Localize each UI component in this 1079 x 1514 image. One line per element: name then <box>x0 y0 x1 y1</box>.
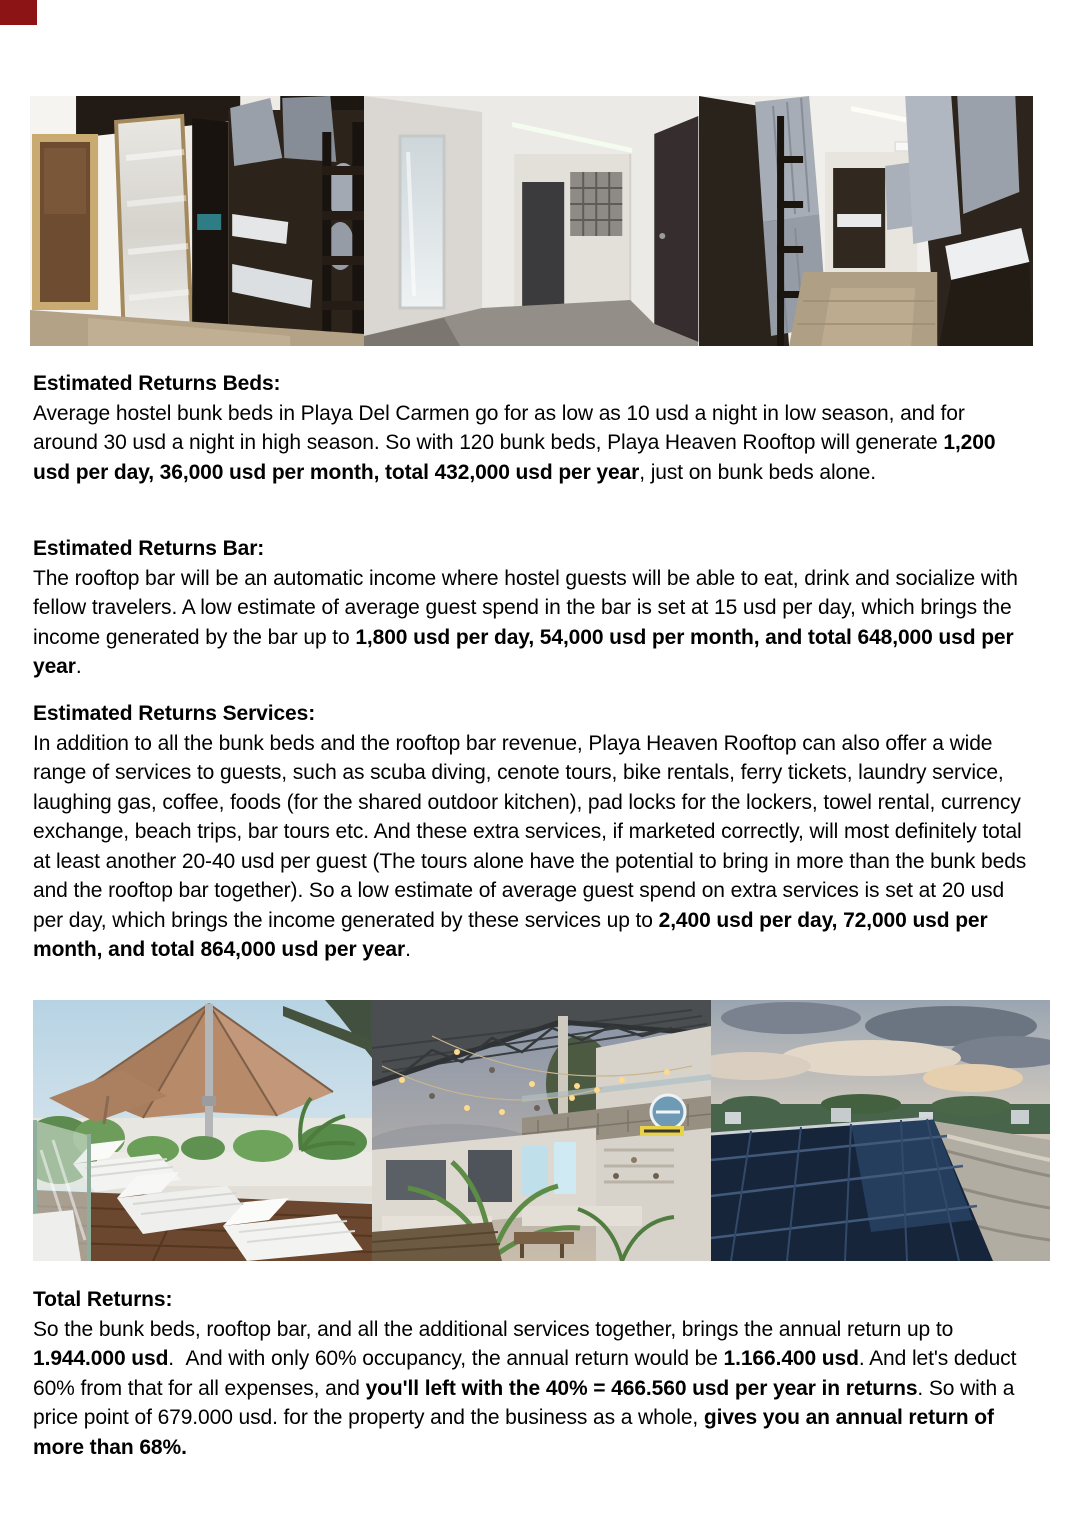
photo-dorm-grey-curtains <box>699 96 1033 346</box>
photo-strip-bottom <box>33 1000 1050 1261</box>
section-total-returns <box>33 1285 1035 1462</box>
text-run: . And let's deduct 60% from that for all expenses, and <box>33 1347 1017 1400</box>
text-run-bold: 1.166.400 usd <box>723 1347 859 1370</box>
text-run: , just on bunk beds alone. <box>639 460 876 484</box>
text-run-bold: 1,200 usd per day, 36,000 usd per month, total 432,000 usd per year <box>33 431 996 484</box>
text-run: Average hostel bunk beds in Playa Del Carmen go for as low as 10 usd a night in low season, and for around 30 usd a night in high season. So with 120 bunk beds, Playa Heaven Rooftop will generate <box>33 401 965 454</box>
text-run: . And with only 60% occupancy, the annual return would be <box>168 1347 724 1370</box>
text-run-bold: 1,800 usd per day, 54,000 usd per month, and total 648,000 usd per year <box>33 625 1014 678</box>
total-heading: Total Returns: <box>33 1288 173 1311</box>
text-run: So the bunk beds, rooftop bar, and all the additional services together, brings the annual return up to <box>33 1317 954 1341</box>
total-paragraph <box>33 1315 1035 1463</box>
photo-rooftop-terrace <box>33 1000 372 1261</box>
text-run: . So with a price point of 679.000 usd. for the property and the business as a whole, <box>33 1376 1015 1429</box>
photo-solar-panels <box>711 1000 1050 1261</box>
photo-hallway <box>364 96 698 346</box>
photo-strip-top <box>30 96 1033 346</box>
text-run-bold: 1.944.000 usd <box>33 1347 169 1370</box>
text-run: . <box>75 655 82 678</box>
photo-dorm-glass-door <box>30 96 364 346</box>
text-run: . <box>405 938 411 961</box>
text-run-bold: you'll left with the 40% = 466.560 usd per year in returns <box>365 1376 918 1400</box>
section-estimated-returns-services <box>33 699 1035 965</box>
bar-heading: Estimated Returns Bar: <box>33 537 265 560</box>
text-run-bold: 2,400 usd per day, 72,000 usd per month, and total 864,000 usd per year <box>33 908 988 961</box>
services-heading: Estimated Returns Services: <box>33 702 316 725</box>
services-paragraph <box>33 729 1035 965</box>
bar-paragraph <box>33 564 1035 682</box>
section-estimated-returns-bar <box>33 534 1035 682</box>
text-run-bold: gives you an annual return of more than 68%. <box>33 1406 994 1459</box>
text-run: The rooftop bar will be an automatic income where hostel guests will be able to eat, drink and socialize with fellow travelers. A low estimate of average guest spend in the bar is set at 15 usd per day, which brings the income generated by the bar up to <box>33 566 1018 649</box>
corner-red-marker <box>0 0 37 25</box>
beds-heading: Estimated Returns Beds: <box>33 372 281 395</box>
section-estimated-returns-beds <box>33 369 1035 487</box>
text-run: In addition to all the bunk beds and the rooftop bar revenue, Playa Heaven Rooftop can also offer a wide range of services to guests, such as scuba diving, cenote tours, bike rentals, ferry tickets, laundry service, laughing gas, coffee, foods (for the shared outdoor kitchen), pad locks for the lockers, towel rental, currency exchange, beach trips, bar tours etc. And these extra services, if marketed correctly, will most definitely total at least another 20-40 usd per guest (The tours alone have the potential to bring in more than the bunk beds and the rooftop bar together). So a low estimate of average guest spend on extra services is set at 20 usd per day, which brings the income generated by these services up to <box>33 731 1027 932</box>
beds-paragraph <box>33 399 1035 488</box>
photo-rooftop-bar <box>372 1000 711 1261</box>
